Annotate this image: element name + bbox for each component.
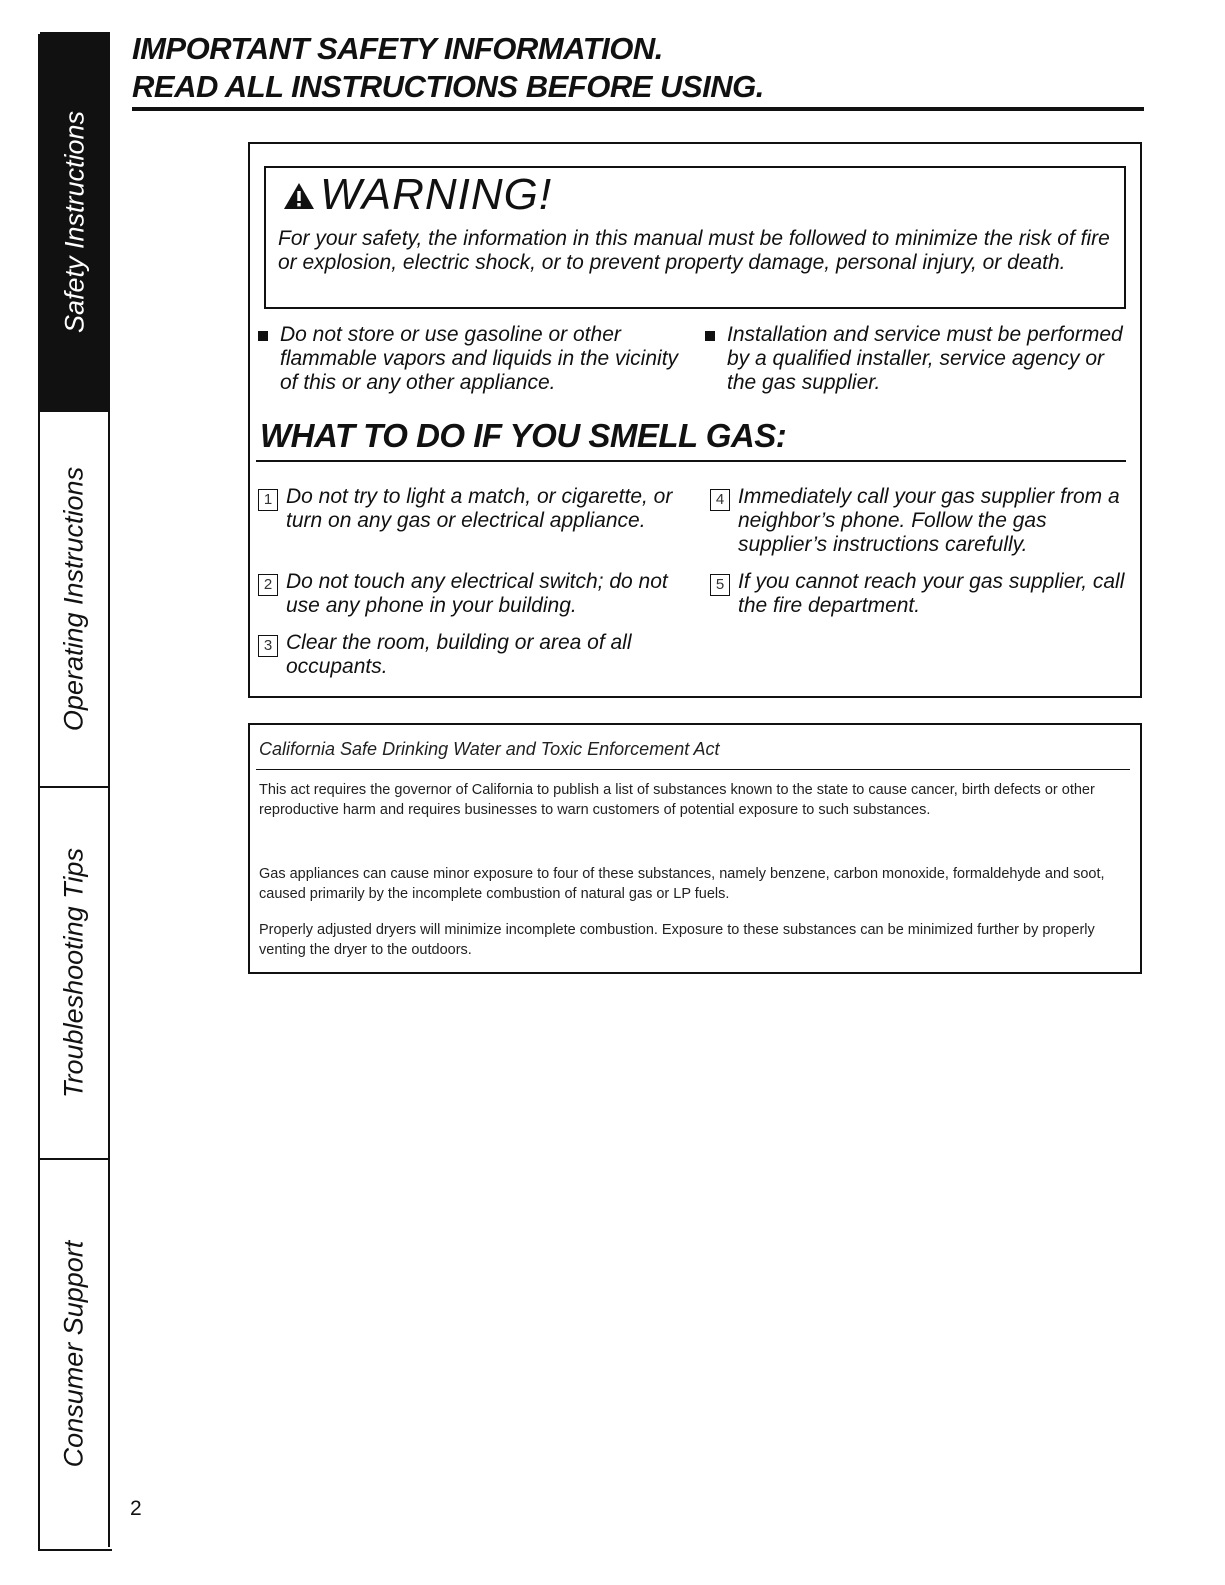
step-text: Clear the room, building or area of all occupants. [286,631,632,678]
warning-title [282,170,552,222]
step-number: 5 [710,574,730,596]
warning-title-text: WARNING! [320,170,553,219]
gas-step [258,631,698,679]
tab-label: Troubleshooting Tips [58,848,89,1098]
tab-consumer-support[interactable] [40,1158,110,1547]
california-act-title: California Safe Drinking Water and Toxic Enforcement Act [259,739,720,759]
gas-step [258,570,698,618]
california-act-divider [256,769,1130,770]
heading-line-2: READ ALL INSTRUCTIONS BEFORE USING. [132,69,764,104]
tab-troubleshooting-tips[interactable] [40,786,110,1158]
bullet-item [705,323,1125,395]
smell-gas-divider [256,460,1126,462]
tab-label: Safety Instructions [59,110,90,334]
gas-step [710,570,1130,618]
bullet-square-icon [705,331,715,341]
step-number: 3 [258,635,278,657]
bullet-text: Installation and service must be performed by a qualified installer, service agency or the gas supplier. [727,323,1123,394]
gas-step [258,485,698,533]
page-number: 2 [130,1497,142,1520]
step-text: If you cannot reach your gas supplier, call the fire department. [738,570,1125,617]
step-number: 1 [258,489,278,511]
heading-line-1: IMPORTANT SAFETY INFORMATION. [132,31,663,66]
california-paragraph: Properly adjusted dryers will minimize incomplete combustion. Exposure to these substances can be minimized further by properly venting the dryer to the outdoors. [259,922,1095,958]
bullet-text: Do not store or use gasoline or other flammable vapors and liquids in the vicinity of this or any other appliance. [280,323,679,394]
bullet-square-icon [258,331,268,341]
section-tabs [38,34,112,1551]
warning-text: For your safety, the information in this manual must be followed to minimize the risk of fire or explosion, electric shock, or to prevent property damage, personal injury, or death. [278,227,1110,274]
step-text: Immediately call your gas supplier from a neighbor’s phone. Follow the gas supplier’s instructions carefully. [738,485,1120,556]
smell-gas-title: WHAT TO DO IF YOU SMELL GAS: [260,417,787,454]
california-paragraph: This act requires the governor of California to publish a list of substances known to the state to cause cancer, birth defects or other reproductive harm and requires businesses to warn customers of potential exposure to such substances. [259,782,1095,818]
step-number: 2 [258,574,278,596]
step-number: 4 [710,489,730,511]
step-text: Do not touch any electrical switch; do not use any phone in your building. [286,570,668,617]
bullet-item [258,323,688,395]
california-paragraph: Gas appliances can cause minor exposure to four of these substances, namely benzene, carbon monoxide, formaldehyde and soot, caused primarily by the incomplete combustion of natural gas or LP fuels. [259,866,1105,902]
tab-safety-instructions[interactable] [40,32,110,410]
tab-operating-instructions[interactable] [40,410,110,786]
step-text: Do not try to light a match, or cigarette, or turn on any gas or electrical appliance. [286,485,673,532]
warning-triangle-icon [282,172,316,222]
tab-label: Consumer Support [58,1240,89,1467]
gas-step [710,485,1130,557]
page-heading [132,30,1142,106]
tab-label: Operating Instructions [58,466,89,732]
heading-divider [132,107,1144,111]
